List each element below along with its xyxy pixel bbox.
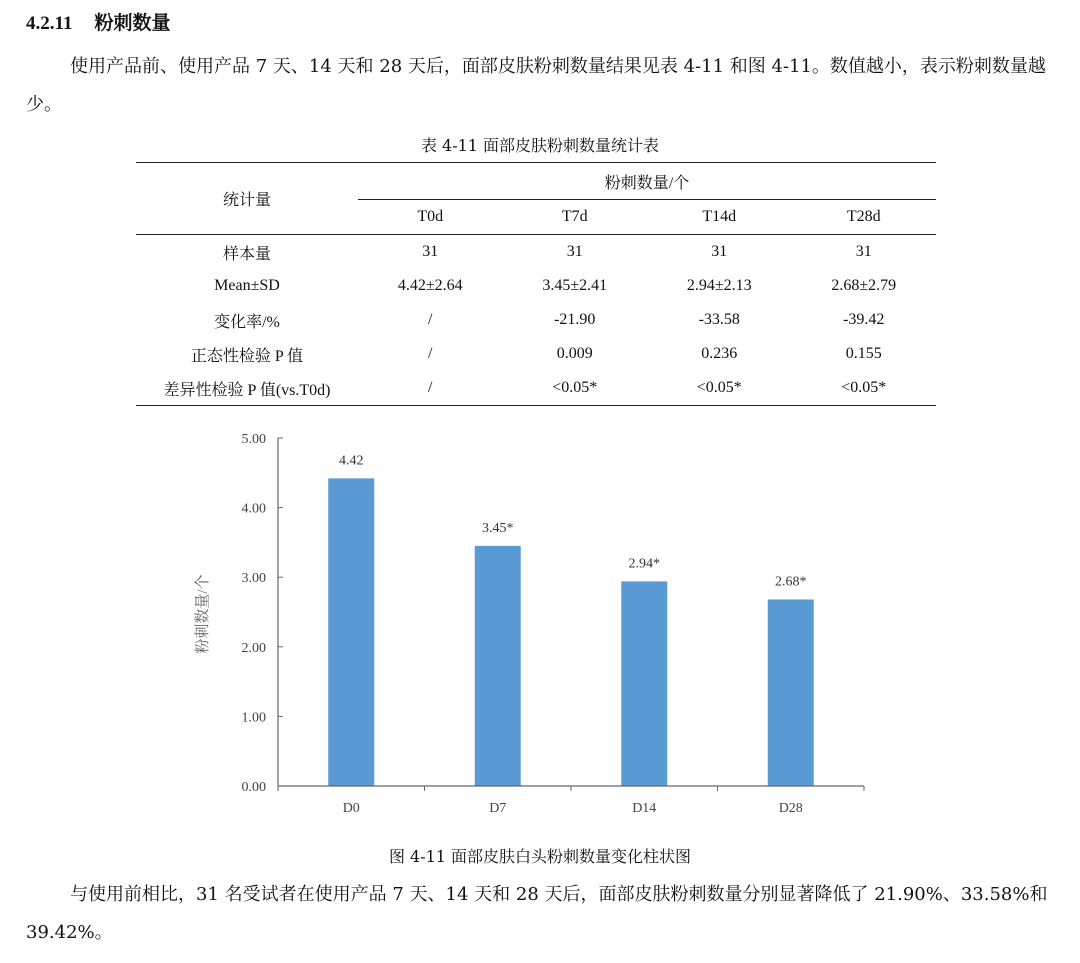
row-label: 正态性检验 P 值	[190, 347, 304, 365]
table-row	[136, 337, 936, 371]
comedone-bar-chart	[180, 424, 880, 824]
row-label: 变化率/%	[214, 313, 280, 331]
section-heading	[26, 8, 170, 35]
table-cell: 31	[711, 243, 728, 260]
data-label: 2.94*	[628, 556, 660, 572]
bar-d28	[768, 599, 814, 786]
table-cell: 3.45±2.41	[542, 277, 608, 294]
data-label: 3.45*	[482, 520, 514, 536]
table-cell: 0.009	[556, 345, 593, 362]
table-cell: /	[428, 311, 433, 328]
table-header-row	[136, 163, 936, 200]
x-axis-ticks	[278, 786, 864, 816]
x-tick-label: D0	[342, 801, 360, 816]
table-cell: 4.42±2.64	[397, 277, 463, 294]
table-cell: -33.58	[698, 311, 740, 328]
intro-paragraph: 使用产品前、使用产品 7 天、14 天和 28 天后，面部皮肤粉刺数量结果见表 4-11 和图 4-11。数值越小，表示粉刺数量越少。	[26, 56, 1046, 115]
y-tick-label: 5.00	[241, 432, 266, 447]
bar-d14	[621, 581, 667, 786]
table-row	[136, 269, 936, 303]
y-axis-ticks	[242, 432, 284, 795]
x-tick-label: D28	[778, 801, 803, 816]
table-cell: /	[428, 345, 433, 362]
conclusion-paragraph: 与使用前相比，31 名受试者在使用产品 7 天、14 天和 28 天后，面部皮肤粉刺数量分别显著降低了 21.90%、33.58%和 39.42%。	[26, 884, 1048, 943]
table-cell: -39.42	[843, 311, 885, 328]
table-cell: /	[358, 371, 503, 406]
comedone-stats-table	[136, 162, 936, 406]
x-tick-label: D7	[489, 801, 507, 816]
stat-header: 统计量	[136, 163, 358, 235]
y-axis-label: 粉刺数量/个	[195, 574, 211, 654]
y-tick-label: 4.00	[241, 501, 266, 517]
bar-d0	[328, 478, 374, 786]
table-cell: <0.05*	[647, 371, 792, 406]
column-header: T0d	[358, 200, 503, 235]
table-caption: 表 4-11 面部皮肤粉刺数量统计表	[420, 136, 660, 155]
table-cell: 0.236	[701, 345, 738, 362]
data-label: 2.68*	[775, 574, 807, 590]
table-cell: 2.94±2.13	[686, 277, 752, 294]
table-cell: <0.05*	[792, 371, 937, 406]
data-label: 4.42	[339, 453, 364, 469]
column-header: T14d	[647, 200, 792, 235]
table-cell: 31	[855, 243, 872, 260]
table-row	[136, 235, 936, 270]
row-label: Mean±SD	[214, 277, 280, 294]
table-cell: 2.68±2.79	[831, 277, 897, 294]
y-tick-label: 3.00	[241, 571, 266, 587]
section-title: 粉刺数量	[94, 12, 171, 34]
table-row	[136, 371, 936, 406]
figure-caption: 图 4-11 面部皮肤白头粉刺数量变化柱状图	[388, 847, 692, 866]
table-row	[136, 303, 936, 337]
table-cell: 0.155	[845, 345, 882, 362]
table-cell: 31	[422, 243, 439, 260]
column-header: T7d	[503, 200, 648, 235]
table-cell: 31	[566, 243, 583, 260]
row-label: 样本量	[222, 245, 271, 263]
column-header: T28d	[792, 200, 937, 235]
bar-d7	[475, 546, 521, 786]
y-tick-label: 2.00	[241, 640, 266, 656]
group-header: 粉刺数量/个	[358, 163, 936, 200]
table-cell: <0.05*	[503, 371, 648, 406]
row-label: 差异性检验 P 值(vs.T0d)	[136, 371, 358, 406]
x-tick-label: D14	[632, 801, 657, 816]
section-number: 4.2.11	[26, 13, 73, 34]
y-tick-label: 1.00	[241, 710, 266, 726]
bars	[328, 478, 814, 786]
y-tick-label: 0.00	[241, 780, 266, 795]
table-cell: -21.90	[554, 311, 596, 328]
data-labels	[339, 453, 807, 589]
